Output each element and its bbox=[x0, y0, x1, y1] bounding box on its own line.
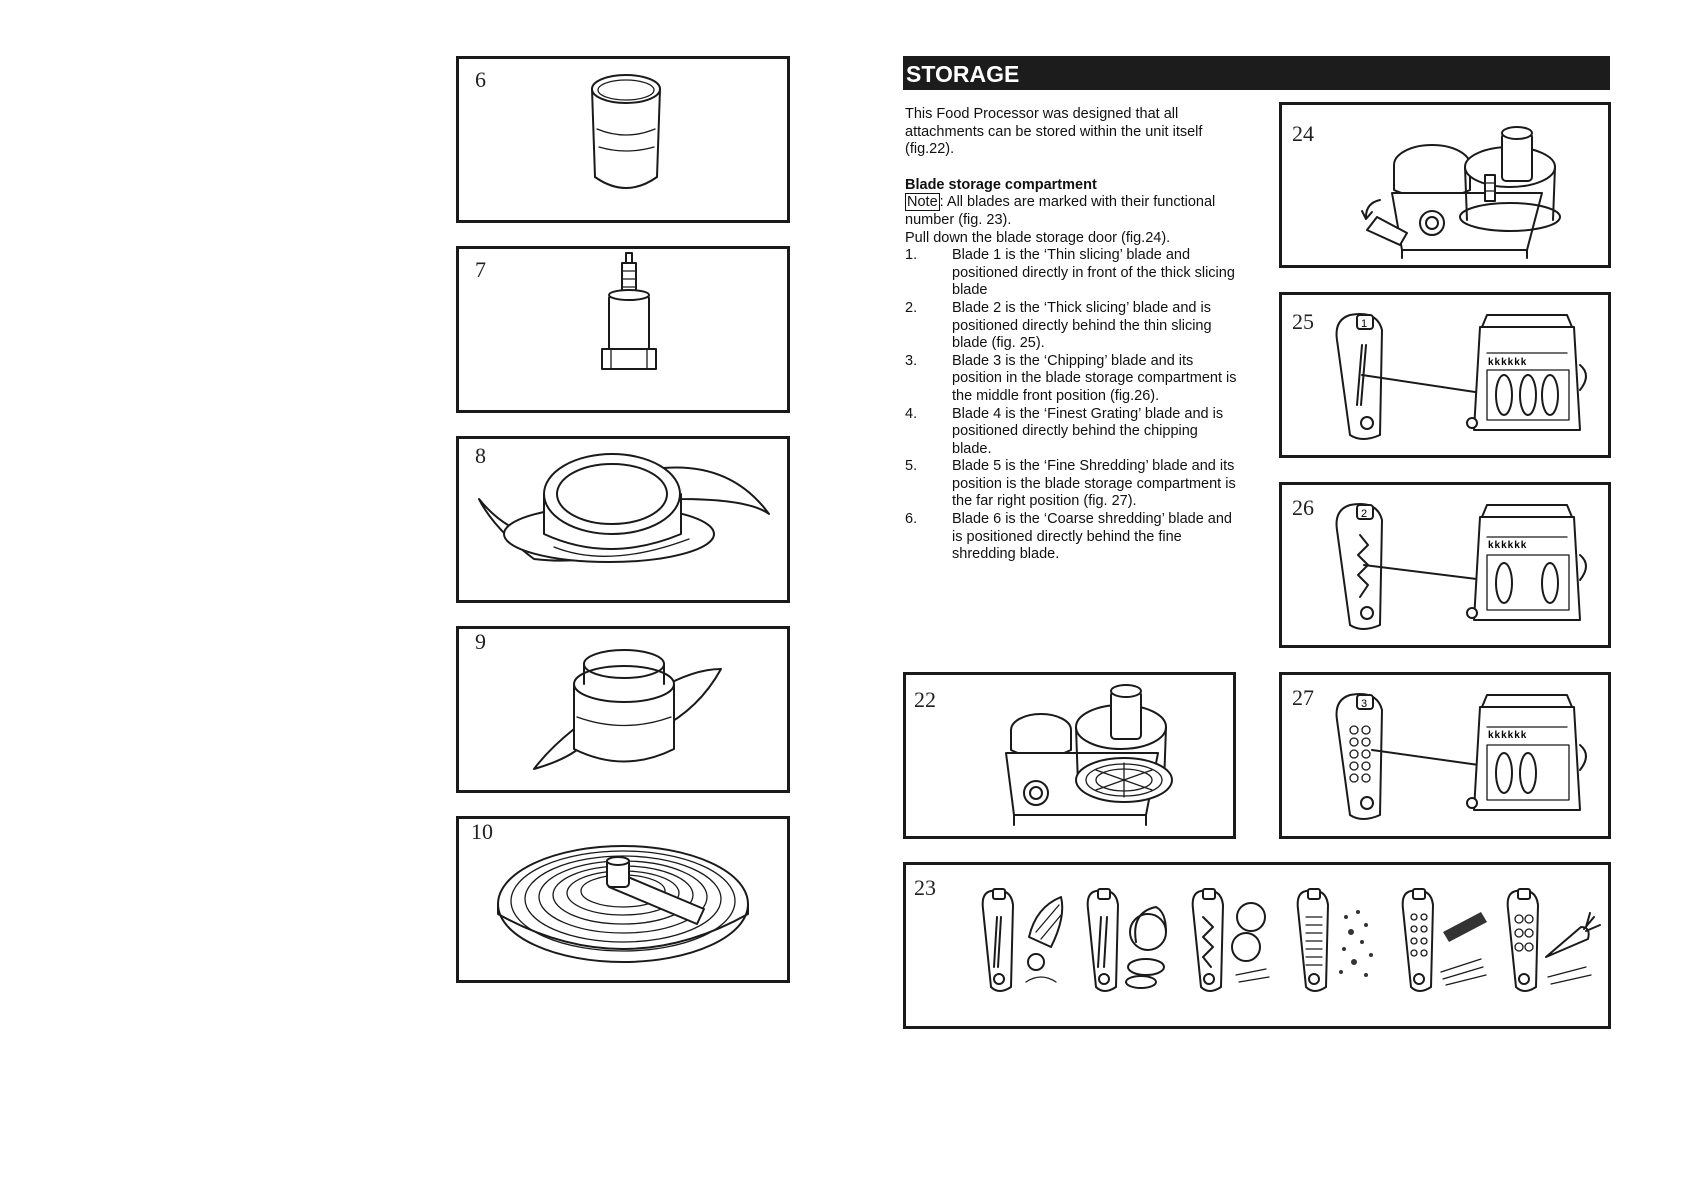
measuring-cup-icon bbox=[459, 59, 787, 220]
figure-number: 10 bbox=[471, 819, 493, 844]
figure-26-panel bbox=[1279, 482, 1611, 648]
figure-number: 23 bbox=[914, 875, 936, 900]
figure-22-panel bbox=[903, 672, 1236, 839]
drive-shaft-icon bbox=[459, 249, 787, 410]
figure-7-panel bbox=[456, 246, 790, 413]
figure-27-panel bbox=[1279, 672, 1611, 839]
figure-23-panel bbox=[903, 862, 1611, 1029]
chopping-blade-icon bbox=[459, 439, 787, 600]
blade-list bbox=[905, 247, 1240, 564]
blade-labels: kkkkkk bbox=[1488, 730, 1528, 741]
figure-number: 9 bbox=[475, 629, 486, 654]
figure-number: 8 bbox=[475, 443, 486, 468]
blade-number-badge: 1 bbox=[1361, 318, 1368, 330]
note-label: Note bbox=[907, 194, 938, 211]
blade-1-thin-slicing bbox=[983, 889, 1063, 991]
list-item: 6. Blade 6 is the ‘Coarse shredding’ blade and is positioned directly behind the fine shredding blade. bbox=[905, 511, 1232, 563]
blade-2-thick-slicing bbox=[1088, 889, 1166, 991]
blade-function-chart-icon bbox=[906, 865, 1608, 1026]
blade-number-badge: 2 bbox=[1361, 508, 1368, 520]
emulsifying-disc-icon bbox=[459, 819, 787, 980]
pull-down-instruction: Pull down the blade storage door (fig.24). bbox=[905, 229, 1171, 246]
blade-3-chipping bbox=[1193, 889, 1269, 991]
note-text: : All blades are marked with their functional number (fig. 23). bbox=[905, 194, 1216, 228]
food-processor-assembled-icon bbox=[906, 675, 1233, 836]
blade-4-finest-grating bbox=[1298, 889, 1373, 991]
blade-storage-fine-shredding-icon bbox=[1282, 675, 1608, 836]
figure-number: 24 bbox=[1292, 121, 1314, 146]
list-item: 2. Blade 2 is the ‘Thick slicing’ blade and is positioned directly behind the thin slicing blade (fig. 25). bbox=[905, 299, 1212, 352]
blade-storage-chipping-icon bbox=[1282, 485, 1608, 645]
intro-paragraph: This Food Processor was designed that all attachments can be stored within the unit itself (fig.22). bbox=[905, 106, 1203, 158]
figure-6-panel bbox=[456, 56, 790, 223]
subheading: Blade storage compartment bbox=[905, 176, 1097, 193]
list-item: 4. Blade 4 is the ‘Finest Grating’ blade and is positioned directly behind the chipping blade. bbox=[905, 405, 1224, 457]
note-paragraph bbox=[905, 194, 1240, 229]
figure-9-panel bbox=[456, 626, 790, 793]
blade-labels: kkkkkk bbox=[1488, 540, 1528, 551]
figure-24-panel bbox=[1279, 102, 1611, 268]
blade-labels: kkkkkk bbox=[1488, 357, 1528, 368]
figure-number: 7 bbox=[475, 257, 486, 282]
blade-5-fine-shredding bbox=[1403, 889, 1487, 991]
dough-blade-icon bbox=[459, 629, 787, 790]
figure-number: 27 bbox=[1292, 685, 1314, 710]
list-item: 1. Blade 1 is the ‘Thin slicing’ blade and positioned directly in front of the thick slicing blade bbox=[905, 247, 1235, 299]
figure-8-panel bbox=[456, 436, 790, 603]
figure-number: 26 bbox=[1292, 495, 1314, 520]
blade-6-coarse-shredding bbox=[1508, 889, 1600, 991]
figure-number: 25 bbox=[1292, 309, 1314, 334]
figure-10-panel bbox=[456, 816, 790, 983]
storage-text bbox=[905, 106, 1240, 564]
blade-storage-thin-slicing-icon bbox=[1282, 295, 1608, 455]
figure-25-panel bbox=[1279, 292, 1611, 458]
section-title: STORAGE bbox=[903, 56, 1610, 90]
list-item: 5. Blade 5 is the ‘Fine Shredding’ blade and its position is the blade storage compartment is the far right position (fig. 27). bbox=[905, 458, 1236, 510]
figure-number: 6 bbox=[475, 67, 486, 92]
blade-number-badge: 3 bbox=[1361, 698, 1368, 710]
figure-number: 22 bbox=[914, 687, 936, 712]
food-processor-open-door-icon bbox=[1282, 105, 1608, 265]
list-item: 3. Blade 3 is the ‘Chipping’ blade and its position in the blade storage compartment is the middle front position (fig.26). bbox=[905, 352, 1237, 404]
